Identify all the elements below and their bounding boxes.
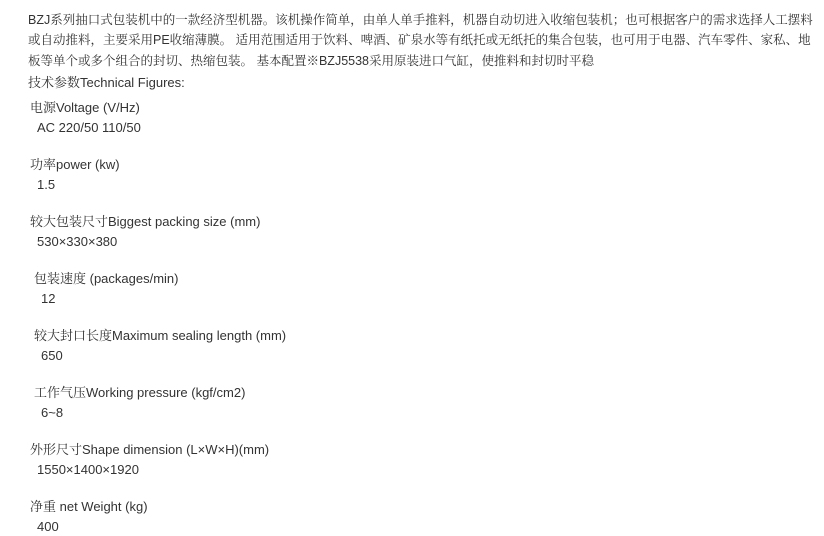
spec-value: 6~8	[41, 404, 64, 420]
spec-label: 外形尺寸Shape dimension (L×W×H)(mm)	[30, 442, 270, 458]
spec-label: 包装速度 (packages/min)	[34, 271, 179, 287]
spec-working-pressure	[28, 383, 820, 422]
spec-value: 530×330×380	[37, 233, 118, 249]
spec-label: 净重 net Weight (kg)	[30, 499, 148, 515]
spec-label: 电源Voltage (V/Hz)	[30, 100, 140, 116]
spec-label: 较大包装尺寸Biggest packing size (mm)	[30, 214, 261, 230]
spec-label: 较大封口长度Maximum sealing length (mm)	[34, 328, 287, 344]
spec-label: 工作气压Working pressure (kgf/cm2)	[34, 385, 246, 401]
spec-label: 功率power (kw)	[30, 157, 120, 173]
spec-value: 400	[37, 518, 59, 534]
spec-value: 1.5	[37, 176, 56, 192]
spec-power	[28, 155, 820, 194]
spec-value: 650	[41, 347, 63, 363]
spec-max-sealing-length	[28, 326, 820, 365]
technical-figures-heading: 技术参数Technical Figures:	[28, 74, 185, 90]
spec-biggest-packing-size	[28, 212, 820, 251]
product-description: BZJ系列抽口式包装机中的一款经济型机器。该机操作简单，由单人单手推料，机器自动切进入收缩包装机；也可根据客户的需求选择人工摆料或自动推料，主要采用PE收缩薄膜。 适用范围适用于饮料、啤酒、矿泉水等有纸托或无纸托的集合包装，也可用于电器、汽车零件、家私、地板等单个或多个组合的封切、热缩包装。 基本配置※BZJ5538采用原装进口气缸，使推料和封切时平稳	[28, 13, 813, 68]
spec-shape-dimension	[28, 440, 820, 479]
spec-value: 1550×1400×1920	[37, 461, 139, 477]
spec-net-weight	[28, 497, 820, 536]
spec-packing-speed	[28, 269, 820, 308]
spec-value: AC 220/50 110/50	[37, 119, 141, 135]
spec-voltage	[28, 98, 820, 137]
spec-value: 12	[41, 290, 56, 306]
